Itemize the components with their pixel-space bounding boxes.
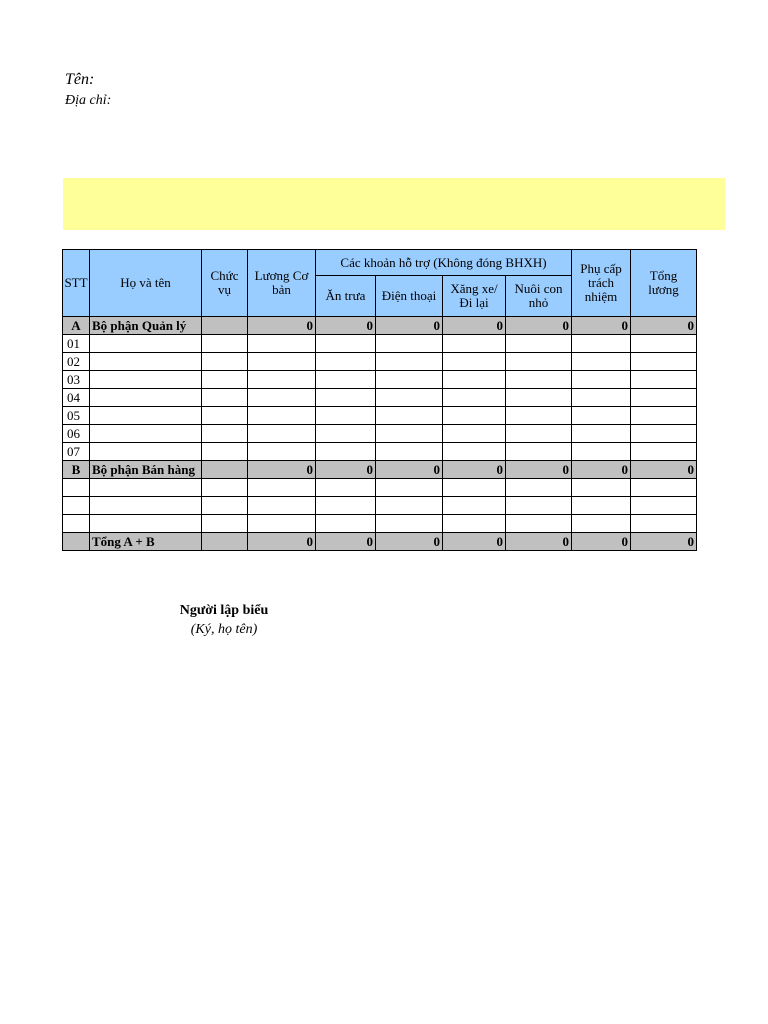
total-childcare-cell: 0 xyxy=(506,533,572,551)
row-cell xyxy=(443,389,506,407)
table-row xyxy=(63,425,697,443)
group-code: B xyxy=(63,461,90,479)
row-cell xyxy=(90,371,202,389)
signer-note: (Ký, họ tên) xyxy=(190,622,258,637)
row-cell xyxy=(572,389,631,407)
table-row xyxy=(63,443,697,461)
row-cell xyxy=(316,407,376,425)
row-cell xyxy=(506,425,572,443)
row-cell xyxy=(248,407,316,425)
total-position-cell xyxy=(202,533,248,551)
row-cell xyxy=(90,443,202,461)
row-cell xyxy=(572,407,631,425)
row-cell xyxy=(316,371,376,389)
row-cell xyxy=(202,389,248,407)
group-name: Bộ phận Quản lý xyxy=(90,317,202,335)
row-cell xyxy=(376,479,443,497)
table-header xyxy=(63,250,697,317)
row-cell xyxy=(376,353,443,371)
row-cell xyxy=(443,479,506,497)
row-cell xyxy=(631,479,697,497)
total-base-salary-cell: 0 xyxy=(248,533,316,551)
table-row xyxy=(63,371,697,389)
row-stt: 03 xyxy=(63,371,90,389)
row-cell xyxy=(506,371,572,389)
total-total-cell: 0 xyxy=(631,533,697,551)
group-responsibility-cell: 0 xyxy=(572,317,631,335)
row-cell xyxy=(202,407,248,425)
row-cell xyxy=(572,371,631,389)
row-cell xyxy=(443,497,506,515)
group-fuel-cell: 0 xyxy=(443,461,506,479)
row-cell xyxy=(248,335,316,353)
group-lunch-cell: 0 xyxy=(316,317,376,335)
row-cell xyxy=(248,497,316,515)
table-row xyxy=(63,335,697,353)
header-name: Họ và tên xyxy=(90,250,202,317)
row-cell xyxy=(631,371,697,389)
row-cell xyxy=(202,353,248,371)
payroll-table xyxy=(62,249,697,551)
group-childcare-cell: 0 xyxy=(506,461,572,479)
row-cell xyxy=(90,497,202,515)
title-band xyxy=(63,178,725,230)
row-cell xyxy=(572,515,631,533)
row-stt xyxy=(63,479,90,497)
row-cell xyxy=(376,515,443,533)
table-body xyxy=(63,317,697,551)
row-stt: 06 xyxy=(63,425,90,443)
table-row xyxy=(63,479,697,497)
row-cell xyxy=(443,443,506,461)
total-row xyxy=(63,533,697,551)
row-cell xyxy=(572,443,631,461)
row-cell xyxy=(316,425,376,443)
row-cell xyxy=(376,443,443,461)
row-cell xyxy=(443,335,506,353)
header-phone: Điện thoại xyxy=(376,276,443,317)
row-cell xyxy=(631,497,697,515)
group-childcare-cell: 0 xyxy=(506,317,572,335)
group-fuel-cell: 0 xyxy=(443,317,506,335)
row-cell xyxy=(631,335,697,353)
row-cell xyxy=(506,389,572,407)
total-label: Tổng A + B xyxy=(90,533,202,551)
row-stt: 01 xyxy=(63,335,90,353)
row-cell xyxy=(248,371,316,389)
row-stt: 02 xyxy=(63,353,90,371)
header-position: Chức vụ xyxy=(202,250,248,317)
group-row xyxy=(63,317,697,335)
header-stt: STT xyxy=(63,250,90,317)
row-cell xyxy=(572,479,631,497)
row-cell xyxy=(90,407,202,425)
group-responsibility-cell: 0 xyxy=(572,461,631,479)
group-phone-cell: 0 xyxy=(376,461,443,479)
row-cell xyxy=(90,479,202,497)
row-cell xyxy=(506,353,572,371)
group-lunch-cell: 0 xyxy=(316,461,376,479)
row-cell xyxy=(90,335,202,353)
row-cell xyxy=(248,515,316,533)
row-cell xyxy=(248,443,316,461)
row-cell xyxy=(631,407,697,425)
group-position-cell xyxy=(202,461,248,479)
header-total: Tổng lương xyxy=(631,250,697,317)
header-fuel: Xăng xe/ Đi lại xyxy=(443,276,506,317)
table-row xyxy=(63,389,697,407)
row-cell xyxy=(376,335,443,353)
row-cell xyxy=(202,515,248,533)
row-cell xyxy=(376,389,443,407)
row-cell xyxy=(572,335,631,353)
row-cell xyxy=(443,371,506,389)
row-cell xyxy=(506,497,572,515)
row-cell xyxy=(90,515,202,533)
row-cell xyxy=(316,335,376,353)
row-cell xyxy=(316,443,376,461)
row-cell xyxy=(443,425,506,443)
row-cell xyxy=(90,389,202,407)
row-cell xyxy=(202,371,248,389)
signer-title: Người lập biểu xyxy=(179,603,269,618)
row-cell xyxy=(572,425,631,443)
group-base-salary-cell: 0 xyxy=(248,461,316,479)
row-stt: 07 xyxy=(63,443,90,461)
row-cell xyxy=(443,353,506,371)
row-cell xyxy=(572,497,631,515)
total-phone-cell: 0 xyxy=(376,533,443,551)
row-cell xyxy=(248,353,316,371)
row-cell xyxy=(316,515,376,533)
row-cell xyxy=(572,353,631,371)
total-responsibility-cell: 0 xyxy=(572,533,631,551)
table-row xyxy=(63,515,697,533)
row-stt xyxy=(63,497,90,515)
signer-block xyxy=(160,602,288,640)
total-stt-cell xyxy=(63,533,90,551)
group-base-salary-cell: 0 xyxy=(248,317,316,335)
row-cell xyxy=(506,407,572,425)
row-cell xyxy=(202,425,248,443)
row-cell xyxy=(631,443,697,461)
row-cell xyxy=(506,515,572,533)
row-cell xyxy=(631,515,697,533)
row-cell xyxy=(202,497,248,515)
row-cell xyxy=(443,407,506,425)
row-cell xyxy=(631,425,697,443)
row-cell xyxy=(202,479,248,497)
group-name: Bộ phận Bán hàng xyxy=(90,461,202,479)
group-total-cell: 0 xyxy=(631,317,697,335)
row-cell xyxy=(631,389,697,407)
total-fuel-cell: 0 xyxy=(443,533,506,551)
row-cell xyxy=(316,497,376,515)
group-code: A xyxy=(63,317,90,335)
row-cell xyxy=(376,497,443,515)
row-cell xyxy=(376,425,443,443)
row-cell xyxy=(202,443,248,461)
group-position-cell xyxy=(202,317,248,335)
row-cell xyxy=(316,353,376,371)
header-base-salary: Lương Cơ bản xyxy=(248,250,316,317)
row-cell xyxy=(443,515,506,533)
header-childcare: Nuôi con nhỏ xyxy=(506,276,572,317)
header-lunch: Ăn trưa xyxy=(316,276,376,317)
table-row xyxy=(63,407,697,425)
group-phone-cell: 0 xyxy=(376,317,443,335)
row-cell xyxy=(90,425,202,443)
row-cell xyxy=(90,353,202,371)
row-cell xyxy=(376,407,443,425)
row-cell xyxy=(316,479,376,497)
row-cell xyxy=(248,425,316,443)
group-total-cell: 0 xyxy=(631,461,697,479)
header-responsibility: Phụ cấp trách nhiệm xyxy=(572,250,631,317)
company-name-label: Tên: xyxy=(65,71,95,88)
group-row xyxy=(63,461,697,479)
company-address-label: Địa chỉ: xyxy=(65,93,112,108)
row-cell xyxy=(506,443,572,461)
row-cell xyxy=(376,371,443,389)
row-cell xyxy=(202,335,248,353)
row-stt: 05 xyxy=(63,407,90,425)
row-cell xyxy=(316,389,376,407)
row-cell xyxy=(506,479,572,497)
row-stt: 04 xyxy=(63,389,90,407)
row-cell xyxy=(248,389,316,407)
table-row xyxy=(63,353,697,371)
total-lunch-cell: 0 xyxy=(316,533,376,551)
table-row xyxy=(63,497,697,515)
row-stt xyxy=(63,515,90,533)
row-cell xyxy=(248,479,316,497)
row-cell xyxy=(506,335,572,353)
row-cell xyxy=(631,353,697,371)
header-allowances-group: Các khoản hỗ trợ (Không đóng BHXH) xyxy=(316,250,572,276)
